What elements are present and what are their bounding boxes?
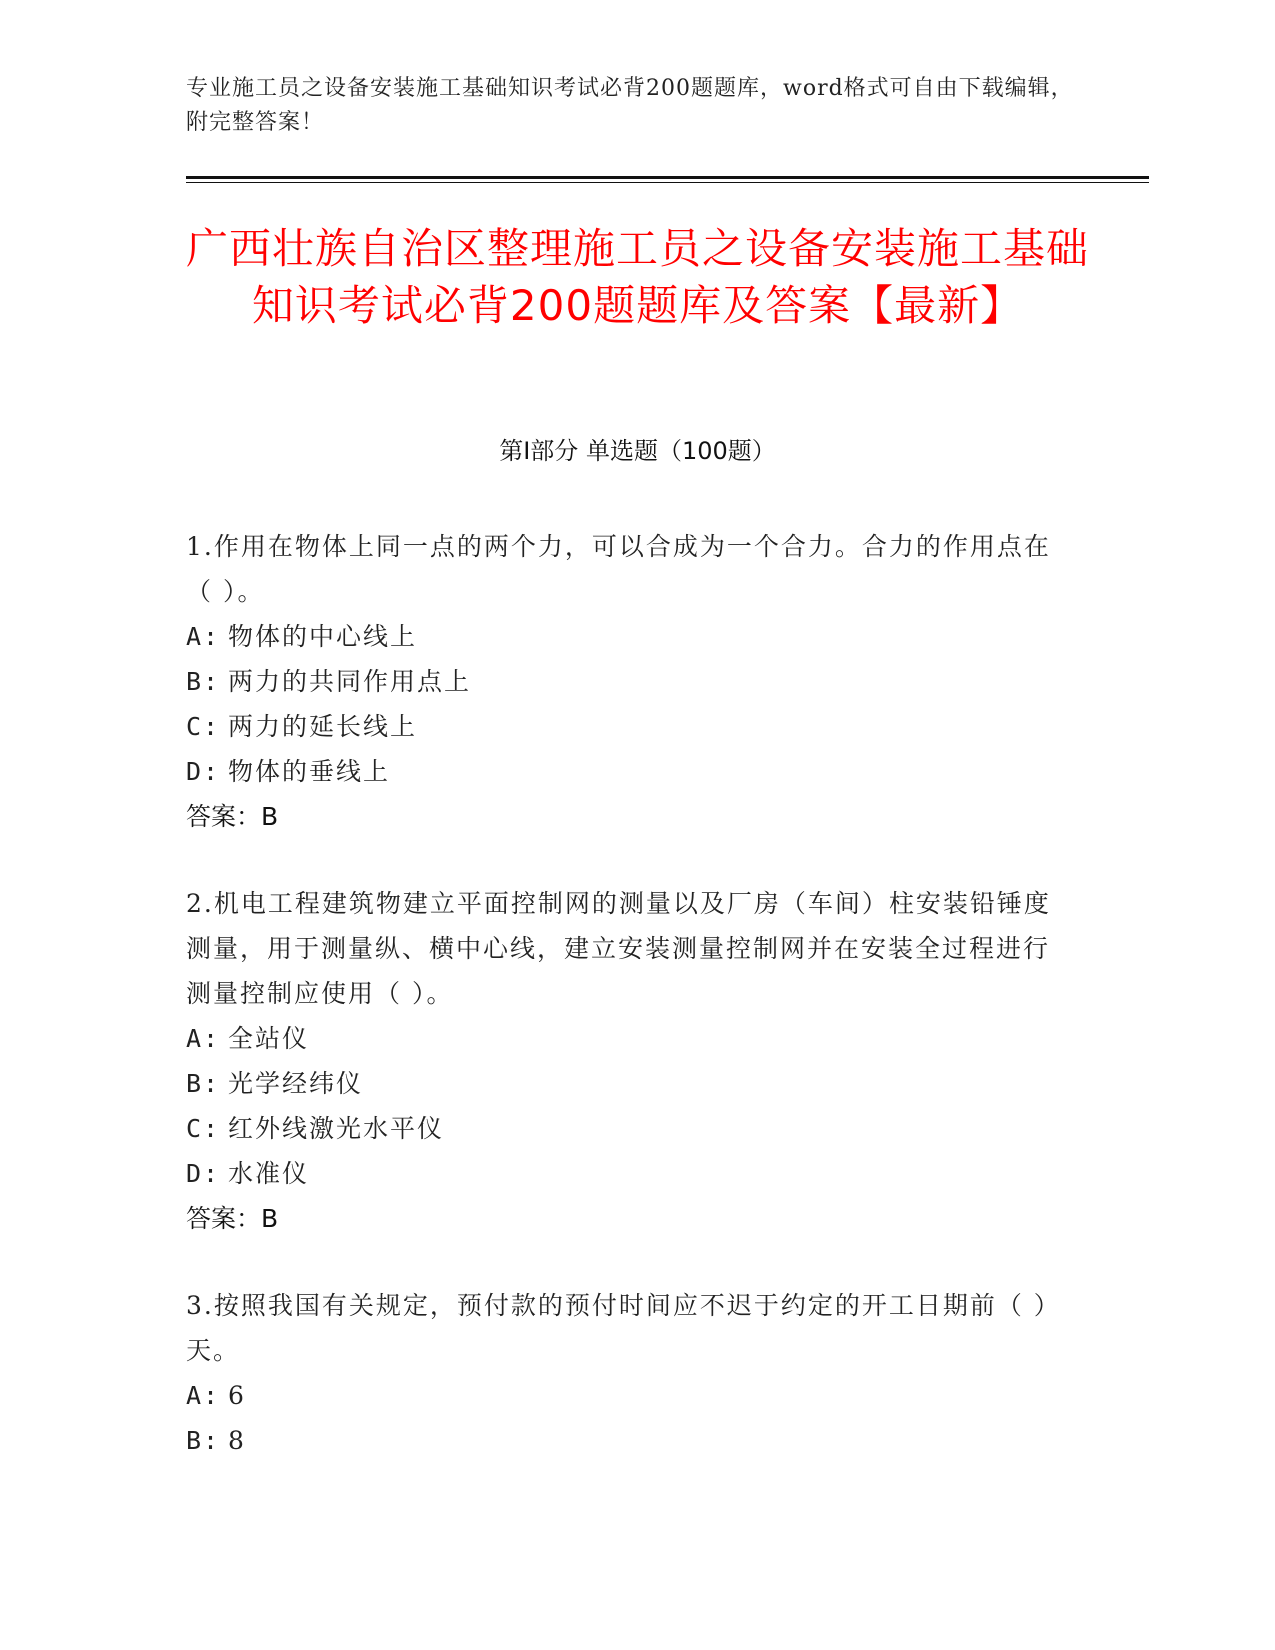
option-d: [186, 1151, 1066, 1196]
option-text: 水准仪: [228, 1159, 310, 1188]
option-key: A:: [186, 1381, 221, 1410]
question-1: [186, 524, 1066, 839]
answer-label: 答案：B: [186, 1204, 279, 1233]
option-d: [186, 749, 1066, 794]
question-stem: 1.作用在物体上同一点的两个力，可以合成为一个合力。合力的作用点在（ ）。: [186, 532, 1051, 606]
option-b: [186, 659, 1066, 704]
option-text: 6: [228, 1381, 246, 1410]
question-2: [186, 881, 1066, 1241]
option-key: A:: [186, 622, 221, 651]
option-key: B:: [186, 1426, 221, 1455]
option-c: [186, 1106, 1066, 1151]
option-text: 两力的延长线上: [228, 712, 418, 741]
document-title: 广西壮族自治区整理施工员之设备安装施工基础知识考试必背200题题库及答案【最新】: [186, 224, 1090, 330]
option-text: 8: [228, 1426, 246, 1455]
option-text: 物体的中心线上: [228, 622, 418, 651]
option-c: [186, 704, 1066, 749]
option-key: C:: [186, 712, 221, 741]
question-stem: 2.机电工程建筑物建立平面控制网的测量以及厂房（车间）柱安装铅锤度测量，用于测量纵、横中心线，建立安装测量控制网并在安装全过程进行测量控制应使用（ ）。: [186, 889, 1051, 1008]
option-text: 两力的共同作用点上: [228, 667, 472, 696]
option-b: [186, 1061, 1066, 1106]
option-key: C:: [186, 1114, 221, 1143]
option-key: B:: [186, 667, 221, 696]
option-key: D:: [186, 1159, 221, 1188]
option-a: [186, 1016, 1066, 1061]
option-text: 红外线激光水平仪: [228, 1114, 445, 1143]
option-text: 全站仪: [228, 1024, 310, 1053]
question-stem: 3.按照我国有关规定，预付款的预付时间应不迟于约定的开工日期前（ ）天。: [186, 1291, 1061, 1365]
option-text: 光学经纬仪: [228, 1069, 364, 1098]
header-divider-thin: [186, 182, 1149, 183]
header-note: 专业施工员之设备安装施工基础知识考试必背200题题库，word格式可自由下载编辑，附完整答案！: [186, 76, 1074, 135]
option-a: [186, 614, 1066, 659]
option-key: D:: [186, 757, 221, 786]
option-a: [186, 1373, 1066, 1418]
option-key: B:: [186, 1069, 221, 1098]
question-list: [186, 524, 1066, 1505]
answer-label: 答案：B: [186, 802, 279, 831]
option-key: A:: [186, 1024, 221, 1053]
question-3: [186, 1283, 1066, 1463]
option-text: 物体的垂线上: [228, 757, 391, 786]
section-title: 第Ⅰ部分 单选题（100题）: [499, 437, 776, 465]
header-divider-thick: [186, 176, 1149, 179]
option-b: [186, 1418, 1066, 1463]
